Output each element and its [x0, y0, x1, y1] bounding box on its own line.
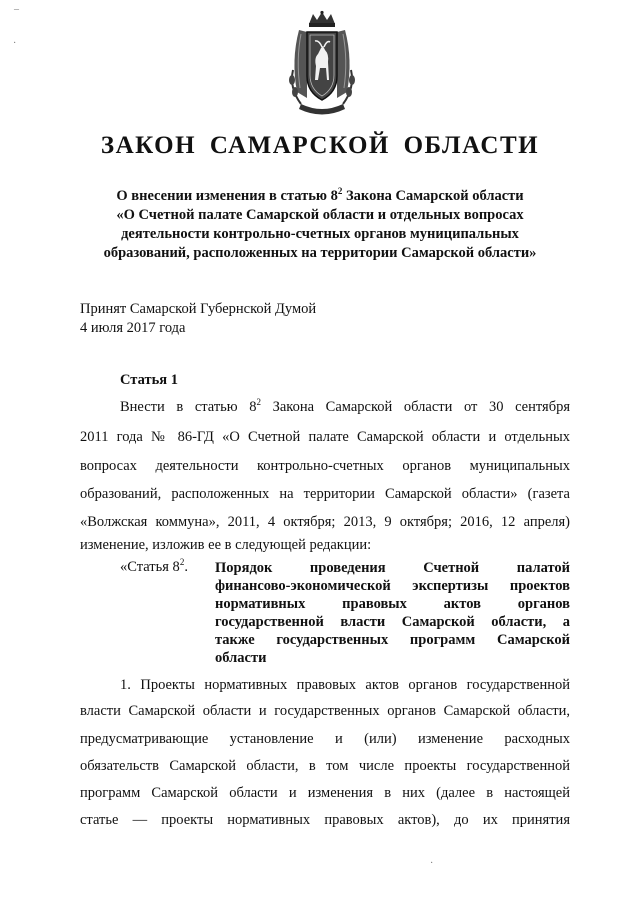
adoption-info: [80, 300, 316, 338]
article-text-line: 2011 года № 86-ГД «О Счетной палате Самарской области и отдельных: [80, 429, 570, 445]
article-text-line: вопросах деятельности контрольно-счетных органов муниципальных: [80, 458, 570, 474]
coat-of-arms-emblem: [287, 10, 357, 120]
paragraph-line: предусматривающие установление и (или) изменение расходных: [80, 731, 570, 747]
scan-mark: ·: [430, 858, 434, 869]
paragraph-line: программ Самарской области и изменения в них (далее в настоящей: [80, 785, 570, 801]
subtitle-line: О внесении изменения в статью $8^2$ Закона Самарской области: [116, 186, 524, 204]
new-article-title-line: Порядок проведения Счетной палатой: [215, 560, 570, 576]
new-article-label: «Статья $8^2$.: [120, 557, 188, 575]
article-text-line: Внести в статью $8^2$ Закона Самарской области от 30 сентября: [120, 397, 570, 415]
scan-mark: ‒: [14, 4, 19, 15]
subtitle-line: образований, расположенных на территории Самарской области»: [103, 245, 537, 261]
new-article-title-line: государственной власти Самарской области, а: [215, 614, 570, 630]
article-text-line: «Волжская коммуна», 2011, 4 октября; 2013, 9 октября; 2016, 12 апреля): [80, 514, 570, 530]
paragraph-line: статье — проекты нормативных правовых актов), до их принятия: [80, 812, 570, 828]
new-article-title-line: также государственных программ Самарской: [215, 632, 570, 648]
law-title: ЗАКОН САМАРСКОЙ ОБЛАСТИ: [100, 132, 540, 159]
article-heading: Статья 1: [120, 372, 178, 388]
paragraph-line: обязательств Самарской области, в том числе проекты государственной: [80, 758, 570, 774]
paragraph-line: власти Самарской области и государственных органов Самарской области,: [80, 703, 570, 719]
subtitle-line: «О Счетной палате Самарской области и отдельных вопросах: [116, 207, 524, 223]
new-article-title-line: области: [215, 650, 267, 666]
new-article-title-line: нормативных правовых актов органов: [215, 596, 570, 612]
adopted-date: 4 июля 2017 года: [80, 320, 186, 336]
subtitle-line: деятельности контрольно-счетных органов муниципальных: [121, 226, 519, 242]
paragraph-line: 1. Проекты нормативных правовых актов органов государственной: [120, 677, 570, 693]
article-text-line: изменение, изложив ее в следующей редакции:: [80, 537, 372, 553]
scan-mark: ·: [13, 38, 17, 49]
adopted-by: Принят Самарской Губернской Думой: [80, 301, 317, 317]
new-article-title-line: финансово-экономической экспертизы проектов: [215, 578, 570, 594]
article-text-line: образований, расположенных на территории Самарской области» (газета: [80, 486, 570, 502]
law-subtitle: [40, 187, 600, 263]
